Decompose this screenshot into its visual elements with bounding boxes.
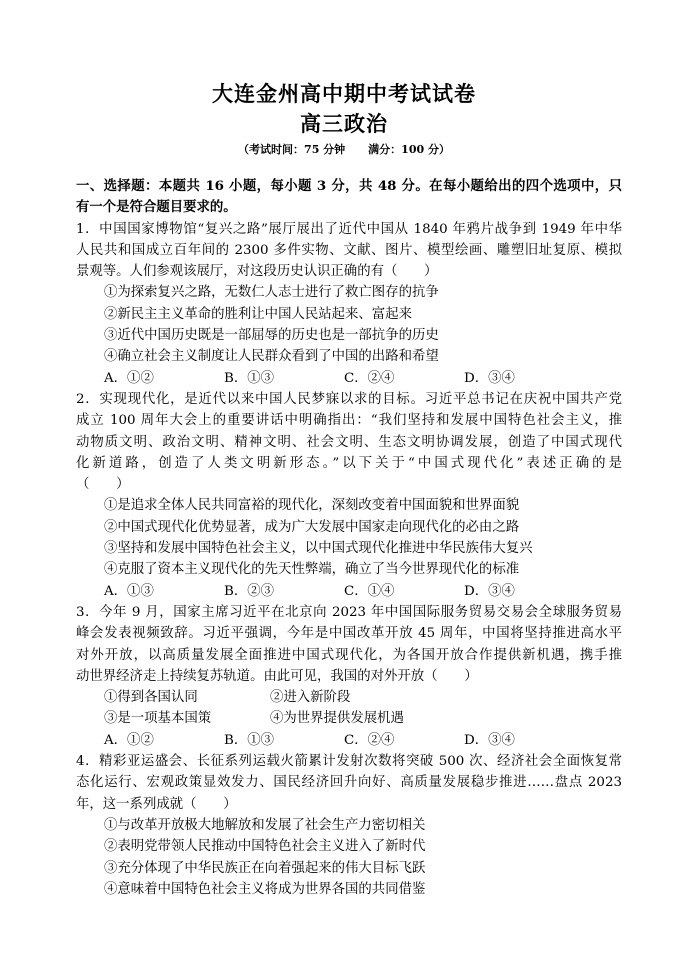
q3-options-row-2 bbox=[76, 708, 622, 729]
q3-choice-a: A．①② bbox=[104, 732, 154, 748]
q3-stem-line-1: 3．今年 9 月，国家主席习近平在北京向 2023 年中国国际服务贸易交易会全球服务贸易 bbox=[76, 604, 622, 620]
q3-option-4: ④为世界提供发展机遇 bbox=[270, 711, 404, 727]
q2-choice-b: B．②③ bbox=[224, 583, 275, 599]
q1-stem-line-1: 1．中国国家博物馆“复兴之路”展厅展出了近代中国从 1840 年鸦片战争到 1949 年中华 bbox=[76, 221, 622, 237]
q1-option-1: ①为探索复兴之路，无数仁人志士进行了救亡图存的抗争 bbox=[104, 285, 439, 301]
q1-choice-d: D．③④ bbox=[464, 370, 515, 386]
q2-choices bbox=[76, 581, 622, 602]
q1-stem-line-3: 景观等。人们参观该展厅，对这段历史认识正确的有（ ） bbox=[76, 264, 438, 280]
q3-stem-line-4: 动世界经济走上持续复苏轨道。由此可见，我国的对外开放（ ） bbox=[76, 668, 478, 684]
exam-title: 大连金州高中期中考试试卷 bbox=[212, 81, 476, 106]
q3-option-3: ③是一项基本国策 bbox=[104, 711, 212, 727]
q3-option-2: ②进入新阶段 bbox=[270, 690, 351, 706]
q2-stem-line-3: 动物质文明、政治文明、精神文明、社会文明、生态文明协调发展，创造了中国式现代 bbox=[76, 434, 622, 450]
q2-option-1: ①是追求全体人民共同富裕的现代化，深刻改变着中国面貌和世界面貌 bbox=[104, 498, 520, 514]
q2-option-4: ④克服了资本主义现代化的先天性弊端，确立了当今世界现代化的标准 bbox=[104, 562, 520, 578]
q1-option-2: ②新民主主义革命的胜利让中国人民站起来、富起来 bbox=[104, 306, 412, 322]
q4-option-4: ④意味着中国特色社会主义将成为世界各国的共同借鉴 bbox=[104, 881, 426, 897]
q2-choice-d: D．③④ bbox=[464, 583, 515, 599]
q3-choice-b: B．①③ bbox=[224, 732, 275, 748]
q3-stem-line-2: 峰会发表视频致辞。习近平强调，今年是中国改革开放 45 周年，中国将坚持推进高水平 bbox=[76, 626, 622, 642]
exam-time-and-score: （考试时间：75 分钟 满分：100 分） bbox=[238, 143, 450, 156]
q2-stem-line-1: 2．实现现代化，是近代以来中国人民梦寐以求的目标。习近平总书记在庆祝中国共产党 bbox=[76, 391, 622, 407]
section-heading-line-1: 一、选择题：本题共 16 小题，每小题 3 分，共 48 分。在每小题给出的四个选项中，只 bbox=[76, 178, 622, 194]
q1-choices bbox=[76, 368, 622, 389]
q2-option-3: ③坚持和发展中国特色社会主义，以中国式现代化推进中华民族伟大复兴 bbox=[104, 541, 533, 557]
q1-option-3: ③近代中国历史既是一部屈辱的历史也是一部抗争的历史 bbox=[104, 328, 439, 344]
q1-choice-c: C．②④ bbox=[344, 370, 395, 386]
q3-choices bbox=[76, 730, 622, 751]
q4-option-2: ②表明党带领人民推动中国特色社会主义进入了新时代 bbox=[104, 839, 426, 855]
q3-options-row-1 bbox=[76, 687, 622, 708]
q2-stem-line-5: （ ） bbox=[76, 477, 130, 493]
exam-subject: 高三政治 bbox=[300, 111, 388, 136]
q1-choice-a: A．①② bbox=[104, 370, 154, 386]
q1-option-4: ④确立社会主义制度让人民群众看到了中国的出路和希望 bbox=[104, 349, 439, 365]
q3-stem-line-3: 对外开放，以高质量发展全面推进中国式现代化，为各国开放合作提供新机遇，携手推 bbox=[76, 647, 622, 663]
q3-choice-d: D．③④ bbox=[464, 732, 515, 748]
q4-stem-line-2: 态化运行、宏观政策显效发力、国民经济回升向好、高质量发展稳步推进……盘点 2023 bbox=[76, 775, 622, 791]
q3-choice-c: C．②④ bbox=[344, 732, 395, 748]
exam-body bbox=[76, 176, 622, 900]
section-heading-line-2: 有一个是符合题目要求的。 bbox=[76, 199, 237, 216]
q2-choice-a: A．①③ bbox=[104, 583, 154, 599]
q3-option-1: ①得到各国认同 bbox=[104, 690, 198, 706]
q4-option-3: ③充分体现了中华民族正在向着强起来的伟大目标飞跃 bbox=[104, 860, 426, 876]
q2-stem-line-2: 成立 100 周年大会上的重要讲话中明确指出：“我们坚持和发展中国特色社会主义，推 bbox=[76, 413, 622, 429]
q2-choice-c: C．①④ bbox=[344, 583, 395, 599]
q1-stem-line-2: 人民共和国成立百年间的 2300 多件实物、文献、图片、模型绘画、雕塑旧址复原、模拟 bbox=[76, 242, 622, 258]
q1-choice-b: B．①③ bbox=[224, 370, 275, 386]
q2-option-2: ②中国式现代化优势显著，成为广大发展中国家走向现代化的必由之路 bbox=[104, 519, 520, 535]
q4-stem-line-3: 年，这一系列成就（ ） bbox=[76, 796, 237, 812]
q4-stem-line-1: 4．精彩亚运盛会、长征系列运载火箭累计发射次数将突破 500 次、经济社会全面恢复常 bbox=[76, 754, 622, 770]
q4-option-1: ①与改革开放极大地解放和发展了社会生产力密切相关 bbox=[104, 817, 426, 833]
q2-stem-line-4: 化新道路，创造了人类文明新形态。”以下关于“中国式现代化”表述正确的是 bbox=[76, 455, 622, 471]
